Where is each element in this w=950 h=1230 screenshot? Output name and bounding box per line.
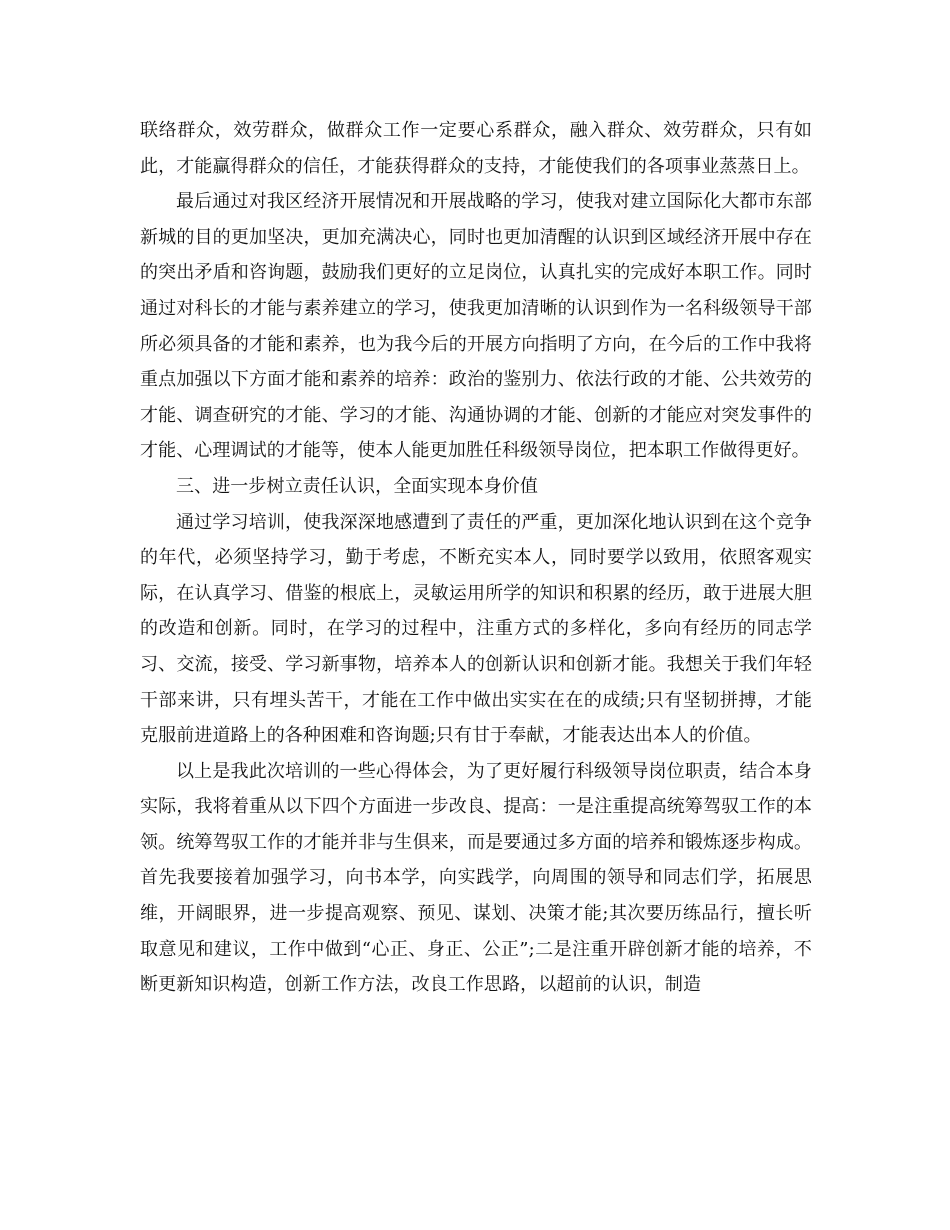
section-heading-3: 三、进一步树立责任认识，全面实现本身价值 [176, 475, 538, 497]
paragraph-1: 联络群众，效劳群众，做群众工作一定要心系群众，融入群众、效劳群众，只有如此，才能赢得群众的信任，才能获得群众的支持，才能使我们的各项事业蒸蒸日上。 [140, 120, 812, 177]
paragraph-2: 最后通过对我区经济开展情况和开展战略的学习，使我对建立国际化大都市东部新城的目的更加坚决，更加充满决心，同时也更加清醒的认识到区域经济开展中存在的突出矛盾和咨询题，鼓励我们更好的立足岗位，认真扎实的完成好本职工作。同时通过对科长的才能与素养建立的学习，使我更加清晰的认识到作为一名科级领导干部所必须具备的才能和素养，也为我今后的开展方向指明了方向，在今后的工作中我将重点加强以下方面才能和素养的培养：政治的鉴别力、依法行政的才能、公共效劳的才能、调查研究的才能、学习的才能、沟通协调的才能、创新的才能应对突发事件的才能、心理调试的才能等，使本人能更加胜任科级领导岗位，把本职工作做得更好。 [140, 191, 812, 462]
document-body [140, 113, 812, 1003]
paragraph-4: 通过学习培训，使我深深地感遭到了责任的严重，更加深化地认识到在这个竞争的年代，必须坚持学习，勤于考虑，不断充实本人，同时要学以致用，依照客观实际，在认真学习、借鉴的根底上，灵敏运用所学的知识和积累的经历，敢于进展大胆的改造和创新。同时，在学习的过程中，注重方式的多样化，多向有经历的同志学习、交流，接受、学习新事物，培养本人的创新认识和创新才能。我想关于我们年轻干部来讲，只有埋头苦干，才能在工作中做出实实在在的成绩;只有坚韧拼搏，才能克服前进道路上的各种困难和咨询题;只有甘于奉献，才能表达出本人的价值。 [140, 511, 812, 747]
paragraph-5: 以上是我此次培训的一些心得体会，为了更好履行科级领导岗位职责，结合本身实际，我将着重从以下四个方面进一步改良、提高：一是注重提高统筹驾驭工作的本领。统筹驾驭工作的才能并非与生俱来，而是要通过多方面的培养和锻炼逐步构成。首先我要接着加强学习，向书本学，向实践学，向周围的领导和同志们学，拓展思维，开阔眼界，进一步提高观察、预见、谋划、决策才能;其次要历练品行，擅长听取意见和建议，工作中做到“心正、身正、公正”;二是注重开辟创新才能的培养，不断更新知识构造，创新工作方法，改良工作思路，以超前的认识，制造 [140, 760, 812, 996]
